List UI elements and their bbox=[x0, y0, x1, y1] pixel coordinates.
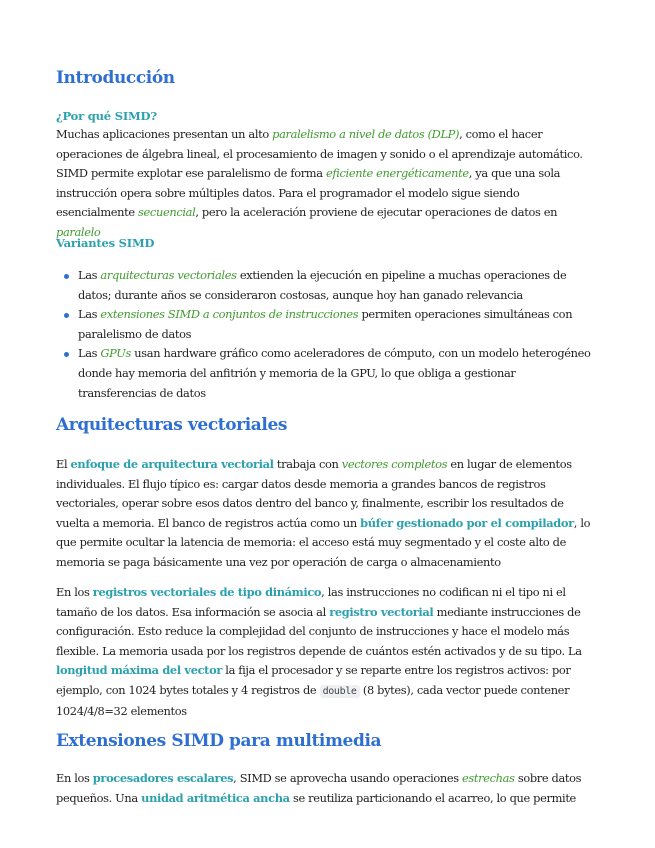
text-run: , como el hacer operaciones de álgebra lineal, el procesamiento de imagen y sonido o el aprendizaje automático. SIMD permite explotar ese paralelismo de forma bbox=[56, 127, 583, 181]
highlight-term: registro vectorial bbox=[329, 604, 434, 619]
emphasis-text: extensiones SIMD a conjuntos de instrucciones bbox=[100, 307, 359, 322]
highlight-term: longitud máxima del vector bbox=[56, 663, 222, 678]
text-run: El bbox=[56, 457, 71, 471]
bullet-dot bbox=[64, 313, 69, 318]
paragraph-registros-dinamicos bbox=[56, 583, 595, 721]
text-run: sobre datos pequeños. Una bbox=[56, 771, 582, 805]
section-title-extensiones-simd: Extensiones SIMD para multimedia bbox=[56, 731, 382, 751]
text-run: , lo que permite ocultar la latencia de memoria: el acceso está muy segmentado y el coste alto de memoria se paga básicamente una vez por operación de carga o almacenamiento bbox=[56, 515, 591, 569]
subsection-title-por-que-simd: ¿Por qué SIMD? bbox=[56, 109, 157, 123]
emphasis-text: arquitecturas vectoriales bbox=[100, 268, 237, 282]
bullet-dot bbox=[64, 274, 69, 279]
section-title-arquitecturas-vectoriales: Arquitecturas vectoriales bbox=[56, 415, 288, 435]
highlight-term: procesadores escalares bbox=[92, 771, 234, 785]
section-title-introduccion: Introducción bbox=[56, 68, 175, 88]
emphasis-text: secuencial bbox=[138, 205, 196, 220]
list-item bbox=[56, 344, 595, 403]
variantes-list bbox=[56, 266, 595, 403]
emphasis-text: paralelo bbox=[56, 224, 101, 239]
text-run: usan hardware gráfico como aceleradores de cómputo, con un modelo heterogéneo donde hay memoria del anfitrión y memoria de la GPU, lo que obliga a gestionar transferencias de datos bbox=[78, 346, 591, 400]
text-run: , ya que una sola instrucción opera sobre múltiples datos. Para el programador el modelo sigue siendo esencialmente bbox=[56, 166, 561, 220]
emphasis-text: eficiente energéticamente bbox=[325, 166, 469, 181]
highlight-term: registros vectoriales de tipo dinámico bbox=[92, 585, 322, 599]
paragraph-enfoque-vectorial bbox=[56, 455, 595, 573]
text-run: , pero la aceleración proviene de ejecutar operaciones de datos en bbox=[195, 205, 558, 220]
inline-code: double bbox=[320, 685, 360, 698]
text-run: trabaja con bbox=[273, 457, 342, 471]
text-run: , las instrucciones no codifican ni el tipo ni el tamaño de los datos. Esa información se asocia al bbox=[56, 585, 566, 619]
list-item bbox=[56, 305, 595, 344]
text-run: (8 bytes), cada vector puede contener 1024/4/8=32 elementos bbox=[56, 682, 570, 718]
text-run: extienden la ejecución en pipeline a muchas operaciones de datos; durante años se consideraron costosas, aunque hoy han ganado relevancia bbox=[78, 268, 567, 302]
text-run: en lugar de elementos individuales. El flujo típico es: cargar datos desde memoria a grandes bancos de registros vectoriales, operar sobre esos datos dentro del banco y, finalmente, escribir los resultados de vuelta a memoria. El banco de registros actúa como un bbox=[56, 457, 572, 530]
text-run: permiten operaciones simultáneas con paralelismo de datos bbox=[78, 307, 573, 341]
emphasis-text: estrechas bbox=[462, 771, 515, 785]
text-run: mediante instrucciones de configuración. Esto reduce la complejidad del conjunto de instrucciones y hace el modelo más flexible. La memoria usada por los registros depende de cuántos estén activados y de su tipo. La bbox=[56, 604, 582, 658]
highlight-term: unidad aritmética ancha bbox=[141, 790, 290, 805]
list-item-text bbox=[78, 346, 591, 399]
emphasis-text: GPUs bbox=[100, 346, 132, 361]
paragraph-por-que-simd bbox=[56, 125, 595, 243]
text-run: se reutiliza particionando el acarreo, lo que permite bbox=[289, 790, 576, 805]
highlight-term: búfer gestionado por el compilador bbox=[360, 515, 574, 530]
list-item-text bbox=[78, 307, 572, 341]
bullet-dot bbox=[64, 352, 69, 357]
highlight-term: enfoque de arquitectura vectorial bbox=[70, 457, 274, 471]
list-item bbox=[56, 266, 595, 305]
text-run: Muchas aplicaciones presentan un alto bbox=[56, 127, 273, 141]
text-run: Las bbox=[78, 346, 101, 361]
text-run: la fija el procesador y se reparte entre los registros activos: por ejemplo, con 1024 bytes totales y 4 registros de bbox=[56, 663, 571, 697]
text-run: Las bbox=[78, 268, 101, 282]
emphasis-text: paralelismo a nivel de datos (DLP) bbox=[272, 127, 460, 141]
text-run: , SIMD se aprovecha usando operaciones bbox=[233, 771, 463, 785]
text-run: Las bbox=[78, 307, 101, 322]
text-run: En los bbox=[56, 585, 93, 599]
emphasis-text: vectores completos bbox=[341, 457, 448, 471]
list-item-text bbox=[78, 268, 566, 302]
paragraph-procesadores-escalares bbox=[56, 769, 595, 808]
text-run: En los bbox=[56, 771, 93, 785]
subsection-title-variantes-simd: Variantes SIMD bbox=[56, 236, 155, 250]
